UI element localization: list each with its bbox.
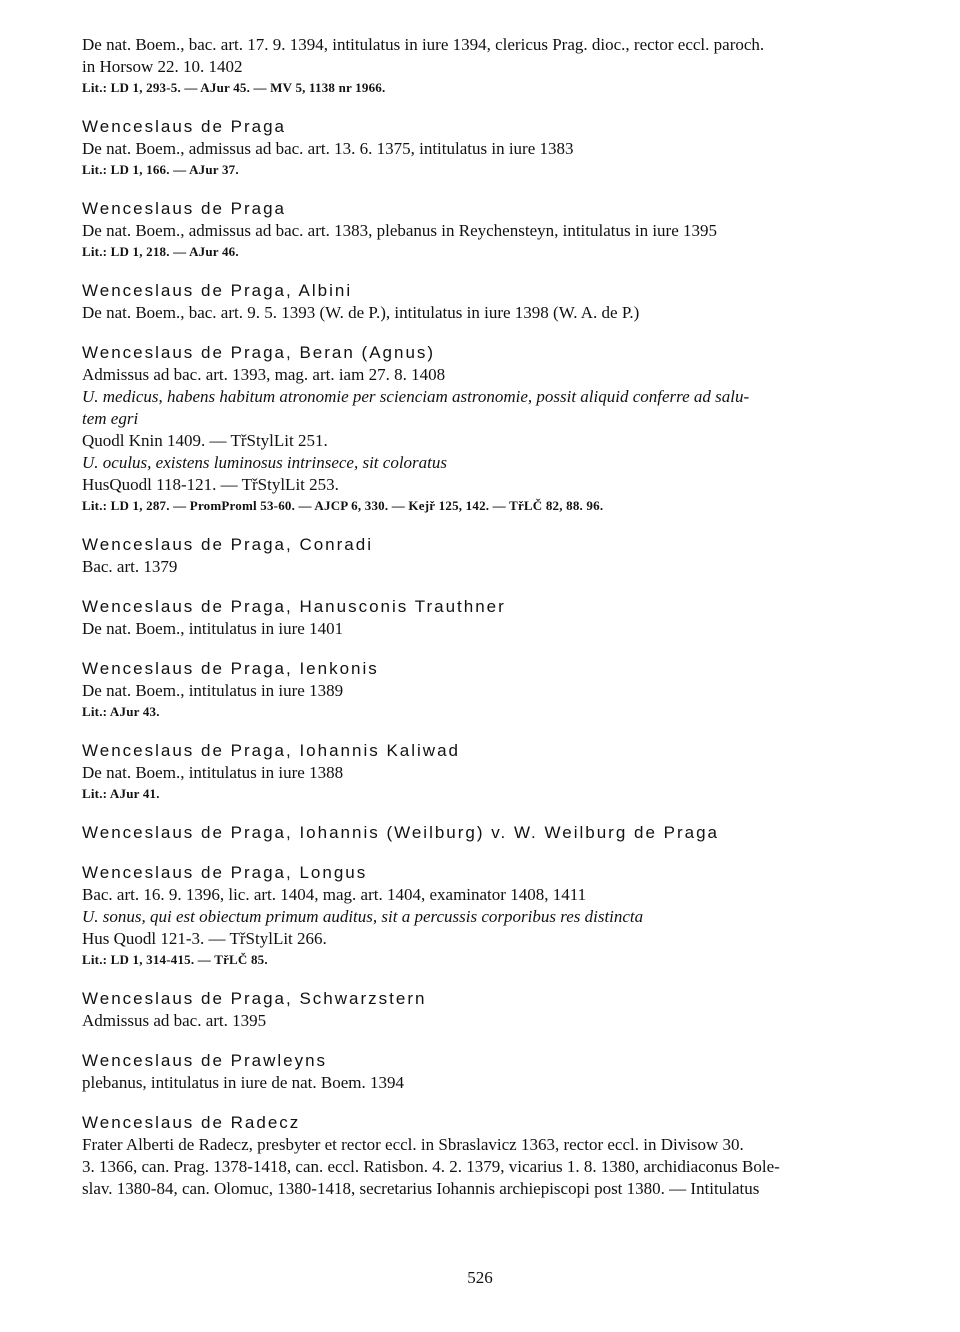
- entry-heading: Wenceslaus de Praga: [82, 199, 287, 218]
- entry-heading: Wenceslaus de Praga, Albini: [82, 281, 353, 300]
- entry: [82, 596, 892, 640]
- entry: [82, 740, 892, 804]
- entry-heading: Wenceslaus de Praga, Longus: [82, 863, 368, 882]
- entry: [82, 534, 892, 578]
- page-number: 526: [467, 1268, 493, 1287]
- entry: [82, 988, 892, 1032]
- entry: [82, 198, 892, 262]
- entry: [82, 342, 892, 516]
- literature-line: Lit.: LD 1, 314-415. — TřLČ 85.: [82, 952, 268, 967]
- entry: [82, 1050, 892, 1094]
- entry-heading: Wenceslaus de Praga, Hanusconis Trauthner: [82, 597, 506, 616]
- entry-line: slav. 1380-84, can. Olomuc, 1380-1418, secretarius Iohannis archiepiscopi post 1380. — Intitulatus: [82, 1179, 760, 1198]
- entry-heading: Wenceslaus de Praga, Beran (Agnus): [82, 343, 436, 362]
- entry-line: Quodl Knin 1409. — TřStylLit 251.: [82, 431, 328, 450]
- entry-line: Admissus ad bac. art. 1395: [82, 1011, 267, 1030]
- entry-line: 3. 1366, can. Prag. 1378-1418, can. eccl. Ratisbon. 4. 2. 1379, vicarius 1. 8. 1380, archidiaconus Bole-: [82, 1157, 780, 1176]
- quaestio-line: tem egri: [82, 409, 139, 428]
- entry: [82, 1112, 892, 1200]
- entry-heading: Wenceslaus de Praga, Iohannis Kaliwad: [82, 741, 460, 760]
- entry-line: HusQuodl 118-121. — TřStylLit 253.: [82, 475, 339, 494]
- quaestio-line: U. sonus, qui est obiectum primum auditus, sit a percussis corporibus res distincta: [82, 907, 644, 926]
- entry-line: De nat. Boem., intitulatus in iure 1388: [82, 763, 344, 782]
- literature-line: Lit.: LD 1, 293-5. — AJur 45. — MV 5, 1138 nr 1966.: [82, 80, 386, 95]
- entry-line: Hus Quodl 121-3. — TřStylLit 266.: [82, 929, 327, 948]
- entry: [82, 862, 892, 970]
- literature-line: Lit.: AJur 43.: [82, 704, 160, 719]
- entry-line: Admissus ad bac. art. 1393, mag. art. iam 27. 8. 1408: [82, 365, 446, 384]
- entry-line: De nat. Boem., intitulatus in iure 1401: [82, 619, 344, 638]
- entry-heading: Wenceslaus de Praga, Iohannis (Weilburg) v. W. Weilburg de Praga: [82, 823, 719, 842]
- entry-line: Bac. art. 1379: [82, 557, 178, 576]
- entry-line: plebanus, intitulatus in iure de nat. Boem. 1394: [82, 1073, 405, 1092]
- entry: [82, 280, 892, 324]
- literature-line: Lit.: AJur 41.: [82, 786, 160, 801]
- entry-heading: Wenceslaus de Praga, Schwarzstern: [82, 989, 427, 1008]
- entry-line: De nat. Boem., intitulatus in iure 1389: [82, 681, 344, 700]
- entry-heading: Wenceslaus de Praga, Conradi: [82, 535, 373, 554]
- literature-line: Lit.: LD 1, 166. — AJur 37.: [82, 162, 239, 177]
- entry-heading: Wenceslaus de Praga, Ienkonis: [82, 659, 379, 678]
- entry-line: in Horsow 22. 10. 1402: [82, 57, 243, 76]
- entry-line: De nat. Boem., bac. art. 17. 9. 1394, intitulatus in iure 1394, clericus Prag. dioc., rector eccl. paroch.: [82, 35, 765, 54]
- entry: [82, 658, 892, 722]
- entry-heading: Wenceslaus de Praga: [82, 117, 287, 136]
- entry-line: De nat. Boem., admissus ad bac. art. 1383, plebanus in Reychensteyn, intitulatus in iure 1395: [82, 221, 718, 240]
- entry: [82, 34, 892, 98]
- quaestio-line: U. oculus, existens luminosus intrinsece, sit coloratus: [82, 453, 448, 472]
- entry-heading: Wenceslaus de Prawleyns: [82, 1051, 328, 1070]
- entry-line: Frater Alberti de Radecz, presbyter et rector eccl. in Sbraslavicz 1363, rector eccl. in Divisow 30.: [82, 1135, 744, 1154]
- entry: [82, 116, 892, 180]
- entry-line: De nat. Boem., admissus ad bac. art. 13. 6. 1375, intitulatus in iure 1383: [82, 139, 574, 158]
- entry-heading: Wenceslaus de Radecz: [82, 1113, 301, 1132]
- literature-line: Lit.: LD 1, 287. — PromProml 53-60. — AJCP 6, 330. — Kejř 125, 142. — TřLČ 82, 88. 96.: [82, 498, 604, 513]
- entry: [82, 822, 892, 844]
- document-page: [82, 34, 892, 1218]
- literature-line: Lit.: LD 1, 218. — AJur 46.: [82, 244, 239, 259]
- entry-line: De nat. Boem., bac. art. 9. 5. 1393 (W. de P.), intitulatus in iure 1398 (W. A. de P.): [82, 303, 640, 322]
- entry-line: Bac. art. 16. 9. 1396, lic. art. 1404, mag. art. 1404, examinator 1408, 1411: [82, 885, 587, 904]
- quaestio-line: U. medicus, habens habitum atronomie per scienciam astronomie, possit aliquid conferre ad salu-: [82, 387, 750, 406]
